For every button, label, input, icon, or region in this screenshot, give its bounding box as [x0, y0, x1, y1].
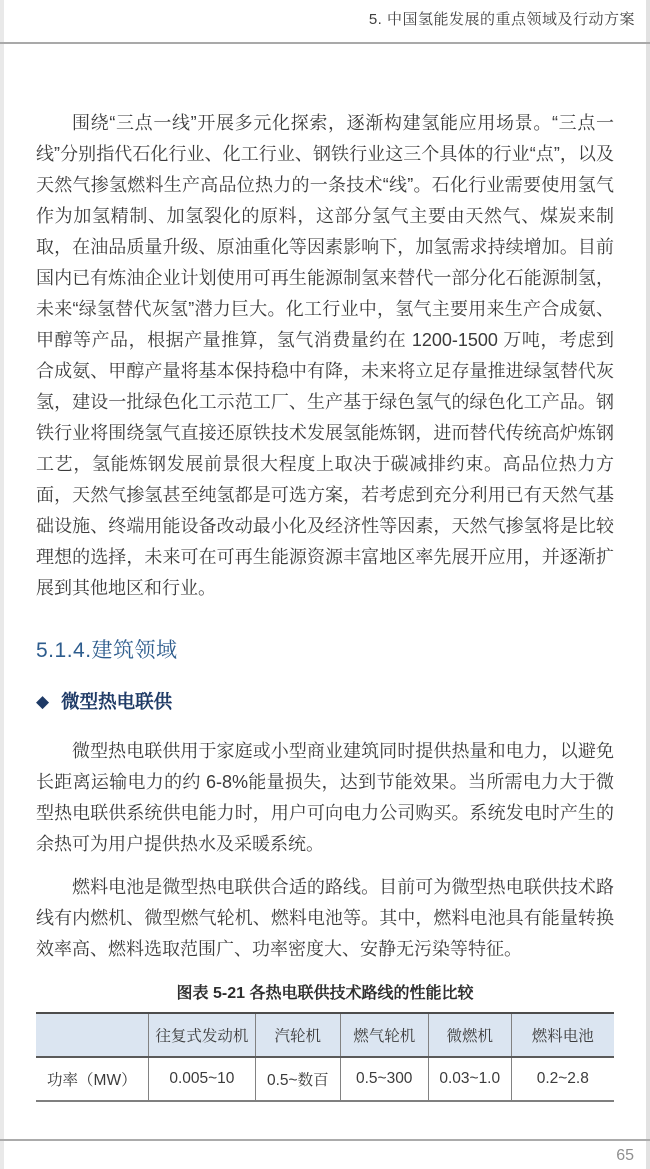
cell-fuel-cell-power: 0.2~2.8 [511, 1057, 614, 1101]
table-header-fuel-cell: 燃料电池 [511, 1013, 614, 1057]
table-header-gas-turbine: 燃气轮机 [340, 1013, 428, 1057]
cell-recip-engine-power: 0.005~10 [148, 1057, 256, 1101]
table-row-power [36, 1057, 614, 1101]
cell-micro-turbine-power: 0.03~1.0 [428, 1057, 511, 1101]
paragraph-fuel-cell-route: 燃料电池是微型热电联供合适的路线。目前可为微型热电联供技术路线有内燃机、微型燃气轮机、燃料电池等。其中，燃料电池具有能量转换效率高、燃料选取范围广、功率密度大、安静无污染等特征。 [36, 877, 614, 959]
diamond-bullet-icon: ◆ [36, 691, 50, 711]
subsection-title-micro-chp: 微型热电联供 [61, 691, 173, 712]
row-label-power-mw: 功率（MW） [36, 1057, 148, 1101]
cell-gas-turbine-power: 0.5~300 [340, 1057, 428, 1101]
table-header-blank [36, 1013, 148, 1057]
page-left-edge [0, 0, 4, 1169]
table-header-micro-turbine: 微燃机 [428, 1013, 511, 1057]
running-header-title: 5. 中国氢能发展的重点领域及行动方案 [368, 11, 635, 28]
page-content [36, 44, 614, 1102]
paragraph-micro-chp-intro: 微型热电联供用于家庭或小型商业建筑同时提供热量和电力，以避免长距离运输电力的约 6-8%能量损失，达到节能效果。当所需电力大于微型热电联供系统供电能力时，用户可向电力公司购买。系统发电时产生的余热可为用户提供热水及采暖系统。 [36, 741, 614, 854]
subsection-bullet-row [36, 688, 614, 714]
table-header-steam-turbine: 汽轮机 [256, 1013, 340, 1057]
page-number: 65 [616, 1147, 634, 1164]
section-heading-building-sector: 5.1.4.建筑领域 [36, 639, 178, 662]
chp-performance-table [36, 1012, 614, 1102]
paragraph-hydrogen-overview: 围绕“三点一线”开展多元化探索，逐渐构建氢能应用场景。“三点一线”分别指代石化行业、化工行业、钢铁行业这三个具体的行业“点”，以及天然气掺氢燃料生产高品位热力的一条技术“线”。石化行业需要使用氢气作为加氢精制、加氢裂化的原料，这部分氢气主要由天然气、煤炭来制取，在油品质量升级、原油重化等因素影响下，加氢需求持续增加。目前国内已有炼油企业计划使用可再生能源制氢来替代一部分化石能源制氢，未来“绿氢替代灰氢”潜力巨大。化工行业中，氢气主要用来生产合成氨、甲醇等产品，根据产量推算，氢气消费量约在 1200-1500 万吨，考虑到合成氨、甲醇产量将基本保持稳中有降，未来将立足存量推进绿氢替代灰氢，建设一批绿色化工示范工厂、生产基于绿色氢气的绿色化工产品。钢铁行业将围绕氢气直接还原铁技术发展氢能炼钢，进而替代传统高炉炼钢工艺，氢能炼钢发展前景很大程度上取决于碳减排约束。高品位热力方面，天然气掺氢甚至纯氢都是可选方案，若考虑到充分利用已有天然气基础设施、终端用能设备改动最小化及经济性等因素，天然气掺氢将是比较理想的选择，未来可在可再生能源资源丰富地区率先展开应用，并逐渐扩展到其他地区和行业。 [36, 113, 614, 598]
table-header-row [36, 1013, 614, 1057]
cell-steam-turbine-power: 0.5~数百 [256, 1057, 340, 1101]
page-right-edge [646, 0, 650, 1169]
footer-rule [0, 1139, 650, 1141]
table-caption: 图表 5-21 各热电联供技术路线的性能比较 [176, 985, 474, 1002]
table-header-recip-engine: 往复式发动机 [148, 1013, 256, 1057]
